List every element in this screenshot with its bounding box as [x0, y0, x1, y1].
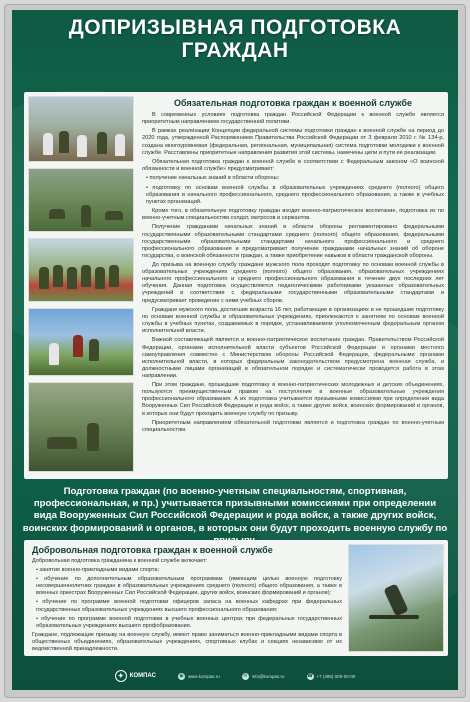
photo-shooting-practice: [28, 382, 134, 472]
footer-email: ✉ info@kompas.ru: [243, 673, 285, 679]
section-heading: Добровольная подготовка граждан к военной службе: [32, 545, 273, 555]
section-heading: Обязательная подготовка граждан к военной службе: [174, 98, 412, 108]
photo-field-training: [28, 168, 134, 232]
publisher-logo: [115, 670, 156, 682]
paragraph: Приоритетным направлением обязательной подготовки является и подготовка граждан по военно-учетным специальностям.: [142, 419, 444, 433]
poster-title: [12, 16, 458, 62]
bullet-item: • получение начальных знаний в области обороны;: [146, 175, 280, 182]
paragraph: В современных условиях подготовка граждан Российской Федерации к военной службе является приоритетным направлением государственной политики.: [142, 112, 444, 126]
bullet-item: • обучение по дополнительным образовательным программам (имеющим целью военную подготовку несовершеннолетних граждан в образовательных учреждениях среднего (полного) общего образования, а также в военных оркестрах Вооруженных Сил Российской Федерации, других войск, воинских формирований и органов);: [36, 576, 342, 597]
photo-obstacle-course: [348, 544, 444, 652]
mandatory-training-panel: [24, 92, 448, 479]
paragraph: В рамках реализации Концепции федеральной системы подготовки граждан к военной службе на период до 2020 года, утвержденной Распоряжением Правительства Российской Федерации от 3 февраля 2010 г. № 134-р, создана многоуровневая (федеральная, региональная, муниципальная) система подготовки молодежи к военной службе. Расставлены приоритетные направления развития этой системы, намечены цели и пути ее реализации.: [142, 128, 444, 156]
paragraph: Граждане, подлежащие призыву на военную службу, имеют право заниматься военно-прикладными видами спорта в общественных объединениях, образовательных учреждениях, спортивных клубах и секциях независимо от их ведомственной принадлежности.: [32, 631, 342, 653]
footer-phone: ☎ +7 (495) 000-00-00: [306, 673, 356, 679]
bullet-item: • подготовку по основам военной службы в образовательных учреждениях среднего (полного) общего образования и начального профессионального, среднего профессионального образования, а также в учебных пунктах организаций.: [146, 184, 444, 205]
paragraph: Граждане мужского пола, достигшие возраста 16 лет, работающие в организациях и не прошедшие подготовку по основам военной службы в образовательных учреждениях, приолюкаются к занятиям по основам военной службы в учебных пунктах, создаваемых в порядке, устанавливаемом уполномоченным федеральным органом исполнительной власти.: [142, 306, 444, 335]
paragraph: Обязательная подготовка граждан к военной службе в соответствии с Федеральным законом «О воинской обязанности и военной службе» предусматривает:: [142, 158, 444, 173]
poster-footer: [12, 662, 458, 690]
phone-icon: ☎: [306, 673, 314, 679]
bullet-item: • обучение по программе военной подготовки офицеров запаса на военных кафедрах при федеральных государственных образовательных учреждениях высшего профессионального образования;: [36, 599, 342, 613]
paragraph: При этом граждане, прошедшие подготовку в военно-патриотических молодежных и детских объединениях, пользуются преимущественным правом на поступление в военные образовательные учреждения профессионального образования. А их подготовка учитывается призывными комиссиями при определении вида Вооруженных Сил Российской Федерации и рода войск, а также других войск, воинских формирований и органов, в которых они будут проходить военную службу по призыву.: [142, 382, 444, 417]
voluntary-training-panel: [24, 540, 448, 656]
paragraph: Добровольная подготовка гражданина к военной службе включает:: [32, 558, 208, 564]
photo-students-class: [28, 96, 134, 162]
photo-column: [28, 96, 134, 474]
mail-icon: ✉: [243, 673, 248, 679]
paragraph: До призыва на военную службу граждане мужского пола проходят подготовку по основам военной службы в образовательных учреждениях среднего (полного) общего образования, образовательных учреждениях начального профессионального и среднего профессионального образования в течение двух последних лет обучения. Данная подготовка осуществляется педагогическими работниками указанных образовательных учреждений в соответствии с федеральными государственными образовательными стандартами и предусматривает проведение с ними учебных сборов.: [142, 262, 444, 304]
paragraph: Получение гражданами начальных знаний в области обороны регламентировано федеральными государственными образовательными стандартами среднего (полного) общего образования, федеральными государственными образовательными стандартами начального профессионального и среднего профессионального образования и предусматривает получение гражданами начальных знаний об обороне государства, о воинской обязанности граждан, а также приобретение навыков в области гражданской обороны.: [142, 224, 444, 259]
poster-title-line-1: ДОПРИЗЫВНАЯ ПОДГОТОВКА: [68, 16, 402, 39]
poster: [12, 10, 458, 690]
photo-cadets-formation: [28, 238, 134, 302]
bullet-item: • обучение по программе военной подготовки в учебных военных центрах при федеральных государственных образовательных учреждениях высшего профобразования.: [36, 615, 342, 629]
paragraph: Важной составляющей является и военно-патриотическое воспитание граждан. Правительством Российской Федерации, органами исполнительной власти субъектов Российской Федерации и органами местного самоуправления совместно с Министерством обороны Российской Федерации, федеральными органами исполнительной власти, в которых федеральным законодательством предусмотрена военная служба, и должностными лицами организаций в обязательном порядке и систематически проводится работа в этом направлении.: [142, 337, 444, 379]
footer-website: ◉ www.kompas.ru: [179, 673, 220, 679]
voluntary-training-text: [32, 545, 342, 655]
globe-icon: ◉: [179, 673, 184, 679]
poster-title-line-2: ГРАЖДАН: [181, 39, 289, 62]
paragraph: Кроме того, в обязательную подготовку граждан входит военно-патриотическое воспитание, подготовка их по военно-учетным специальностям солдат, матросов и сержантов.: [142, 208, 444, 222]
highlight-banner: Подготовка граждан (по военно-учетным специальностям, спортивная, профессиональная, и пр.) учитывается призывными комиссиями при определении вида Вооруженных Сил Российской Федерации и рода войск, а также других войск, воинских формирований и органов, в которых они будут проходить военную службу по: [22, 486, 448, 534]
photo-sport-competition: [28, 308, 134, 376]
compass-icon: ✦: [115, 670, 127, 682]
bullet-item: • занятие военно-прикладными видами спорта;: [36, 567, 160, 574]
mandatory-training-text: [142, 98, 444, 436]
publisher-name: КОМПАС: [129, 673, 156, 679]
